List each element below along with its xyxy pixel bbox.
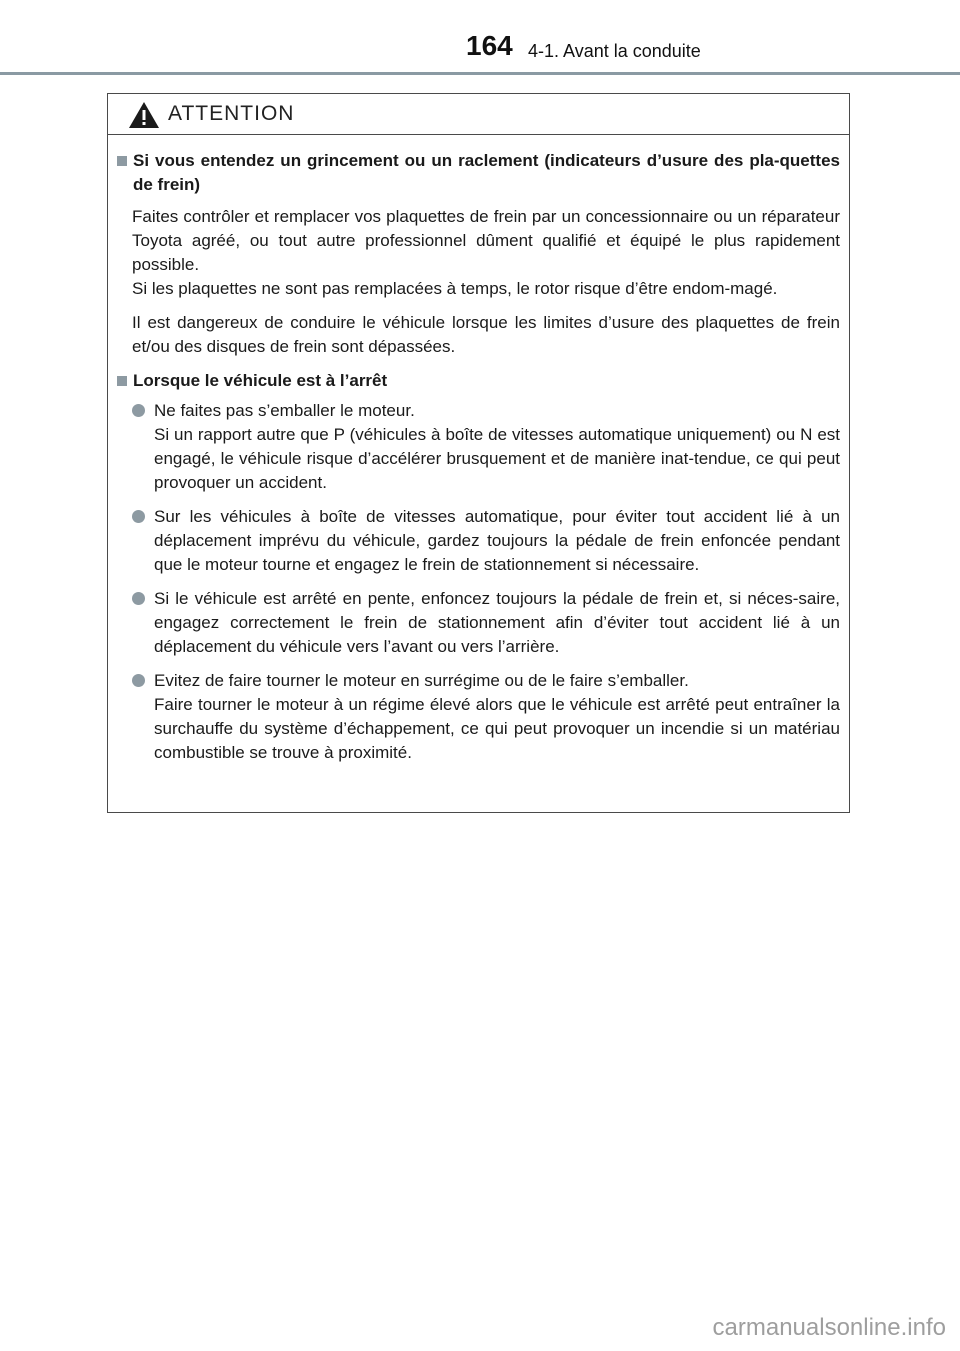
- section-heading: [117, 149, 840, 197]
- list-item: [117, 399, 840, 495]
- list-item-text: Faire tourner le moteur à un régime élevé alors que le véhicule est arrêté peut entraîner la surchauffe du système d’échappement, ce qui peut provoquer un incendie si un matériau combustible se trouve à proximité.: [154, 695, 840, 762]
- round-bullet-icon: [132, 510, 145, 523]
- list-item: [117, 505, 840, 577]
- watermark: carmanualsonline.info: [712, 1314, 946, 1341]
- list-item-text: Si le véhicule est arrêté en pente, enfoncez toujours la pédale de frein et, si néces-saire, engagez correctement le frein de stationnement afin d’éviter tout accident lié à un déplacement du véhicule vers l’avant ou vers l’arrière.: [154, 589, 840, 656]
- paragraph: [117, 311, 840, 359]
- section-heading-text: Si vous entendez un grincement ou un raclement (indicateurs d’usure des pla-quettes de frein): [133, 151, 840, 194]
- square-bullet-icon: [117, 156, 127, 166]
- round-bullet-icon: [132, 674, 145, 687]
- list-item: [117, 587, 840, 659]
- warning-box: [107, 93, 850, 813]
- round-bullet-icon: [132, 592, 145, 605]
- round-bullet-icon: [132, 404, 145, 417]
- warning-header: [108, 94, 849, 135]
- header-rule: [0, 72, 960, 75]
- warning-body: [108, 135, 849, 765]
- list-item-text: Si un rapport autre que P (véhicules à boîte de vitesses automatique uniquement) ou N est engagé, le véhicule risque d’accélérer brusquement et de manière inat-tendue, ce qui peut provoquer un accident.: [154, 425, 840, 492]
- paragraph: [117, 205, 840, 301]
- warning-title: ATTENTION: [168, 102, 295, 125]
- list-item-text: Evitez de faire tourner le moteur en surrégime ou de le faire s’emballer.: [154, 671, 689, 690]
- list-item-text: Sur les véhicules à boîte de vitesses automatique, pour éviter tout accident lié à un déplacement imprévu du véhicule, gardez toujours la pédale de frein enfoncée pendant que le moteur tourne et engagez le frein de stationnement si nécessaire.: [154, 507, 840, 574]
- page-header: [0, 0, 960, 76]
- square-bullet-icon: [117, 376, 127, 386]
- section-heading: [117, 369, 840, 393]
- section-title: 4-1. Avant la conduite: [528, 41, 701, 61]
- list-item-text: Ne faites pas s’emballer le moteur.: [154, 401, 415, 420]
- warning-triangle-icon: [128, 101, 160, 129]
- paragraph-line: Faites contrôler et remplacer vos plaquettes de frein par un concessionnaire ou un réparateur Toyota agréé, ou tout autre professionnel dûment qualifié et équipé le plus rapidement possible.: [132, 207, 840, 274]
- list-item: [117, 669, 840, 765]
- page-number: 164: [466, 30, 513, 61]
- section-heading-text: Lorsque le véhicule est à l’arrêt: [133, 371, 388, 390]
- paragraph-line: Il est dangereux de conduire le véhicule lorsque les limites d’usure des plaquettes de frein et/ou des disques de frein sont dépassées.: [132, 313, 840, 356]
- paragraph-line: Si les plaquettes ne sont pas remplacées à temps, le rotor risque d’être endom-magé.: [132, 279, 778, 298]
